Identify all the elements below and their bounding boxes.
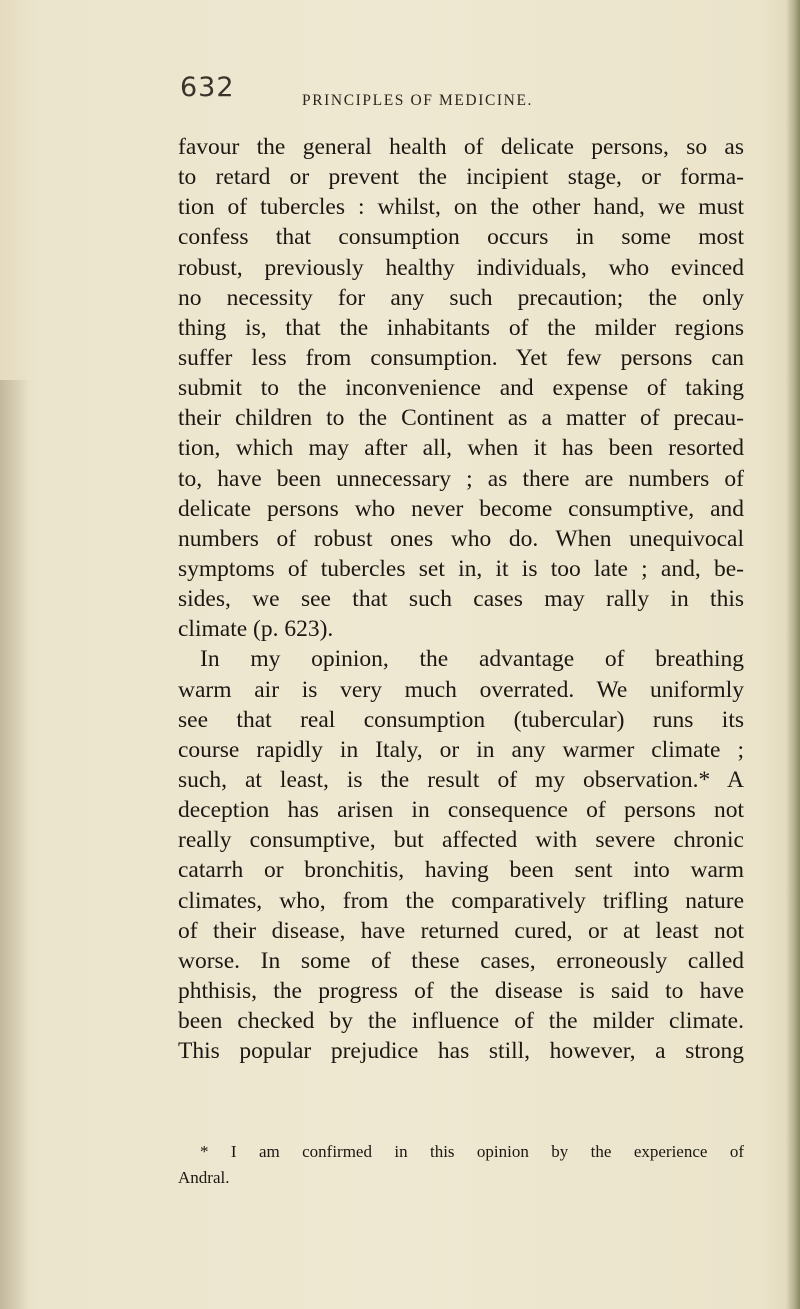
- text-line: suffer less from consumption. Yet few persons can: [178, 344, 744, 371]
- footnote: [178, 1139, 744, 1191]
- footnote-line: Andral.: [178, 1168, 230, 1187]
- text-line: symptoms of tubercles set in, it is too late ; and, be-: [178, 555, 744, 582]
- text-line: submit to the inconvenience and expense of taking: [178, 375, 744, 402]
- footnote-line: * I am confirmed in this opinion by the experience of: [200, 1142, 744, 1161]
- text-line: been checked by the influence of the milder climate.: [178, 1008, 744, 1035]
- text-line: such, at least, is the result of my observation.* A: [178, 766, 744, 793]
- text-line: robust, previously healthy individuals, who evinced: [178, 254, 744, 281]
- page-gutter-shadow: [0, 380, 30, 1309]
- text-line: no necessity for any such precaution; the only: [178, 284, 744, 311]
- text-line: thing is, that the inhabitants of the milder regions: [178, 314, 744, 341]
- text-line: favour the general health of delicate persons, so as: [178, 134, 744, 160]
- text-line: their children to the Continent as a matter of precau-: [178, 405, 744, 432]
- text-line: tion of tubercles : whilst, on the other hand, we must: [178, 194, 744, 221]
- text-line: climates, who, from the comparatively trifling nature: [178, 887, 744, 914]
- page-number: 632: [180, 72, 235, 103]
- paragraph-start-line: In my opinion, the advantage of breathing: [200, 646, 744, 673]
- running-title: PRINCIPLES OF MEDICINE.: [302, 92, 533, 109]
- text-line: warm air is very much overrated. We uniformly: [178, 676, 744, 703]
- text-line: catarrh or bronchitis, having been sent into warm: [178, 857, 744, 884]
- text-line: sides, we see that such cases may rally in this: [178, 586, 744, 613]
- body-text: [178, 132, 744, 1066]
- page-edge: [786, 0, 800, 1309]
- text-line: of their disease, have returned cured, or at least not: [178, 917, 744, 944]
- text-line: phthisis, the progress of the disease is said to have: [178, 977, 744, 1004]
- text-line: This popular prejudice has still, however, a strong: [178, 1038, 744, 1065]
- text-line: delicate persons who never become consumptive, and: [178, 495, 744, 522]
- text-line: confess that consumption occurs in some most: [178, 224, 744, 251]
- text-line: numbers of robust ones who do. When unequivocal: [178, 525, 744, 552]
- text-line: see that real consumption (tubercular) runs its: [178, 706, 744, 733]
- text-line: worse. In some of these cases, erroneously called: [178, 947, 744, 974]
- text-line: really consumptive, but affected with severe chronic: [178, 827, 744, 854]
- text-line: tion, which may after all, when it has been resorted: [178, 435, 744, 462]
- text-line: course rapidly in Italy, or in any warmer climate ;: [178, 736, 744, 763]
- text-line: to retard or prevent the incipient stage, or forma-: [178, 164, 744, 191]
- text-line: to, have been unnecessary ; as there are numbers of: [178, 465, 744, 492]
- paragraph-end-line: climate (p. 623).: [178, 616, 334, 643]
- text-line: deception has arisen in consequence of persons not: [178, 797, 744, 824]
